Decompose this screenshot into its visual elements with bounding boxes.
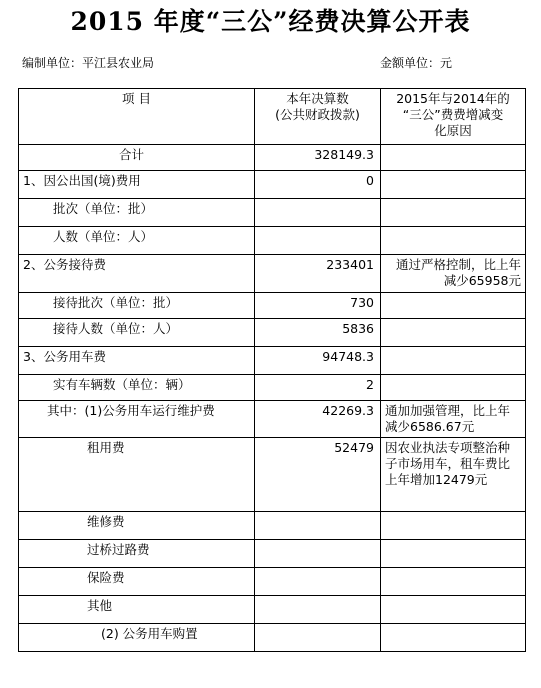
expense-table <box>18 88 526 652</box>
table-row <box>19 624 526 652</box>
row-item: (2) 公务用车购置 <box>19 624 255 652</box>
row-reason <box>381 227 526 255</box>
table-row <box>19 347 526 375</box>
row-reason <box>381 293 526 319</box>
table-row <box>19 568 526 596</box>
row-amount: 730 <box>255 293 381 319</box>
table-row <box>19 199 526 227</box>
row-amount: 5836 <box>255 319 381 347</box>
header-amount: 本年决算数 (公共财政拨款) <box>255 89 381 145</box>
table-row <box>19 540 526 568</box>
row-amount <box>255 596 381 624</box>
table-row <box>19 375 526 401</box>
table-row <box>19 145 526 171</box>
row-reason <box>381 375 526 401</box>
row-item: 批次（单位：批） <box>19 199 255 227</box>
row-item: 其中：(1)公务用车运行维护费 <box>19 401 255 438</box>
row-item: 2、公务接待费 <box>19 255 255 293</box>
table-row <box>19 401 526 438</box>
table-row <box>19 227 526 255</box>
row-item: 实有车辆数（单位：辆） <box>19 375 255 401</box>
row-amount: 233401 <box>255 255 381 293</box>
row-amount <box>255 540 381 568</box>
row-reason <box>381 596 526 624</box>
row-reason <box>381 512 526 540</box>
row-reason <box>381 347 526 375</box>
row-reason <box>381 624 526 652</box>
row-amount: 2 <box>255 375 381 401</box>
header-item: 项 目 <box>19 89 255 145</box>
row-amount <box>255 227 381 255</box>
table-row <box>19 293 526 319</box>
table-row <box>19 596 526 624</box>
row-item: 接待批次（单位：批） <box>19 293 255 319</box>
row-amount <box>255 624 381 652</box>
row-item: 3、公务用车费 <box>19 347 255 375</box>
row-reason <box>381 199 526 227</box>
table-header-row <box>19 89 526 145</box>
row-amount <box>255 199 381 227</box>
table-row <box>19 512 526 540</box>
row-reason <box>381 171 526 199</box>
row-amount: 328149.3 <box>255 145 381 171</box>
row-reason: 通加加强管理，比上年减少6586.67元 <box>381 401 526 438</box>
row-amount: 0 <box>255 171 381 199</box>
row-item: 1、因公出国(境)费用 <box>19 171 255 199</box>
row-reason: 因农业执法专项整治种子市场用车，租车费比上年增加12479元 <box>381 438 526 512</box>
row-amount: 94748.3 <box>255 347 381 375</box>
row-amount: 52479 <box>255 438 381 512</box>
row-reason <box>381 145 526 171</box>
row-reason <box>381 540 526 568</box>
row-item: 维修费 <box>19 512 255 540</box>
compiling-unit: 编制单位：平江县农业局 <box>22 56 155 70</box>
row-item: 合计 <box>19 145 255 171</box>
currency-unit: 金额单位：元 <box>380 56 453 70</box>
table-row <box>19 255 526 293</box>
row-item: 人数（单位：人） <box>19 227 255 255</box>
row-item: 保险费 <box>19 568 255 596</box>
row-reason <box>381 319 526 347</box>
row-amount: 42269.3 <box>255 401 381 438</box>
header-reason: 2015年与2014年的 “三公”费费增减变 化原因 <box>381 89 526 145</box>
page-title: 2015 年度“三公”经费决算公开表 <box>70 7 471 36</box>
row-item: 租用费 <box>19 438 255 512</box>
row-amount <box>255 568 381 596</box>
table-row <box>19 438 526 512</box>
row-reason: 通过严格控制，比上年减少65958元 <box>381 255 526 293</box>
row-item: 接待人数（单位：人） <box>19 319 255 347</box>
row-item: 其他 <box>19 596 255 624</box>
table-row <box>19 171 526 199</box>
row-reason <box>381 568 526 596</box>
row-amount <box>255 512 381 540</box>
row-item: 过桥过路费 <box>19 540 255 568</box>
table-row <box>19 319 526 347</box>
